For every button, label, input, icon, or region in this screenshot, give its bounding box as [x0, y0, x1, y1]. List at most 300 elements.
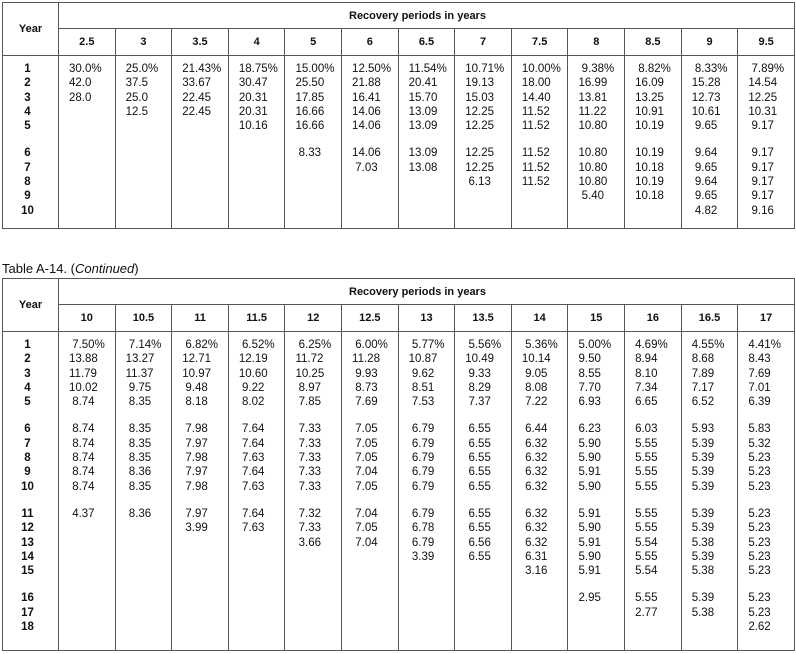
rate-cell: 7.97 [182, 466, 208, 479]
rate-cell: 5.23 [748, 452, 771, 465]
year-label: 10 [21, 204, 34, 217]
year-label: 14 [21, 550, 34, 563]
rate-cell: 5.39 [691, 522, 715, 535]
rate-column [568, 56, 625, 229]
rate-column [568, 332, 625, 651]
rate-cell: 20.41 [408, 77, 438, 90]
rate-cell: 30.47 [238, 77, 268, 90]
rate-cell: 6.55 [465, 550, 491, 563]
year-label: 2 [24, 77, 31, 90]
rate-cell: 8.33% [691, 63, 728, 75]
rate-cell: 16.41 [352, 91, 381, 104]
rate-cell: 7.01 [748, 381, 771, 394]
rate-cell: 9.16 [748, 204, 774, 217]
rate-cell: 8.08 [521, 381, 548, 394]
period-header: 6.5 [398, 29, 455, 56]
rate-cell: 10.19 [635, 176, 664, 189]
rate-cell: 7.34 [635, 381, 658, 394]
rate-cell: 6.55 [465, 480, 491, 493]
rate-cell: 6.56 [465, 536, 491, 549]
rate-cell: 3.99 [182, 522, 208, 535]
rate-cell: 8.68 [691, 353, 715, 366]
rate-cell: 9.33 [465, 367, 491, 380]
rate-cell: 28.0 [69, 91, 92, 104]
rate-cell: 6.55 [465, 423, 491, 436]
rate-cell: 7.98 [182, 480, 208, 493]
rate-cell: 5.23 [748, 466, 771, 479]
year-column [3, 56, 59, 229]
rate-cell: 5.39 [691, 437, 715, 450]
rate-cell: 11.52 [521, 147, 550, 160]
year-label: 18 [21, 621, 34, 634]
period-header: 13 [398, 305, 455, 332]
rate-cell: 20.31 [238, 105, 268, 118]
rate-cell: 10.60 [238, 367, 268, 380]
rate-cell: 7.98 [182, 452, 208, 465]
rate-cell: 7.89 [691, 367, 715, 380]
rate-cell: 5.90 [578, 550, 601, 563]
period-header: 15 [568, 305, 625, 332]
year-label: 10 [21, 480, 34, 493]
rate-cell: 6.39 [748, 396, 771, 409]
rate-cell: 6.55 [465, 452, 491, 465]
rate-cell: 12.50% [352, 63, 392, 75]
rate-cell: 6.79 [408, 452, 435, 465]
rate-cell: 14.06 [352, 105, 381, 118]
rate-cell: 25.0% [125, 63, 159, 75]
period-header: 5 [285, 29, 342, 56]
rate-cell: 11.28 [352, 353, 380, 366]
rate-cell: 5.39 [691, 480, 715, 493]
rate-cell: 7.98 [182, 423, 208, 436]
rate-column [172, 56, 229, 229]
rate-cell: 5.91 [578, 466, 601, 479]
period-header: 11 [172, 305, 229, 332]
rate-column [285, 56, 342, 229]
rate-cell: 10.80 [578, 120, 608, 133]
rate-cell: 22.45 [182, 91, 211, 104]
rate-cell: 8.74 [69, 452, 95, 465]
rate-cell: 8.10 [635, 367, 658, 380]
rate-cell: 5.54 [635, 565, 658, 578]
rate-cell: 5.55 [635, 452, 658, 465]
rate-cell: 4.69% [635, 339, 668, 351]
year-label: 5 [24, 396, 31, 409]
rate-cell: 7.53 [408, 396, 435, 409]
rate-cell: 5.91 [578, 565, 601, 578]
rate-cell: 18.00 [521, 77, 551, 90]
rate-cell: 5.38 [691, 565, 715, 578]
rate-cell: 12.25 [465, 147, 495, 160]
rate-cell: 6.55 [465, 466, 491, 479]
rate-cell: 11.22 [578, 105, 607, 118]
rate-cell: 13.08 [408, 161, 438, 174]
period-header: 16 [625, 305, 682, 332]
period-header: 14 [511, 305, 568, 332]
rate-cell: 5.39 [691, 466, 715, 479]
rate-cell: 10.19 [635, 147, 664, 160]
rate-cell: 11.52 [521, 176, 550, 189]
rate-cell: 6.93 [578, 396, 601, 409]
rate-column [398, 56, 455, 229]
rate-cell: 7.85 [295, 396, 322, 409]
rate-cell: 19.13 [465, 77, 495, 90]
rate-cell: 7.33 [295, 522, 322, 535]
rate-cell: 8.94 [635, 353, 658, 366]
rate-column [342, 332, 399, 651]
rate-cell: 8.02 [238, 396, 265, 409]
rate-cell: 6.32 [521, 507, 548, 520]
year-label: 3 [24, 367, 31, 380]
period-header: 11.5 [228, 305, 285, 332]
rate-cell: 16.09 [635, 77, 664, 90]
rate-cell: 3.66 [295, 536, 322, 549]
rate-column [681, 332, 738, 651]
rate-cell: 12.25 [465, 161, 495, 174]
rate-cell: 10.87 [408, 353, 438, 366]
rate-cell: 13.88 [69, 353, 98, 366]
rate-column [625, 332, 682, 651]
rate-cell: 7.04 [352, 536, 378, 549]
rate-cell: 6.31 [521, 550, 548, 563]
rate-cell: 8.35 [125, 437, 152, 450]
year-label: 9 [24, 190, 31, 203]
rate-cell: 5.77% [408, 339, 445, 351]
rate-cell: 6.55 [465, 437, 491, 450]
year-label: 4 [24, 105, 31, 118]
rate-cell: 4.82 [691, 204, 718, 217]
rate-cell: 22.45 [182, 105, 211, 118]
rate-cell: 9.75 [125, 381, 152, 394]
rate-cell: 5.83 [748, 423, 771, 436]
rate-cell: 5.90 [578, 452, 601, 465]
rate-cell: 6.78 [408, 522, 435, 535]
rate-cell: 5.23 [748, 550, 771, 563]
rate-cell: 6.79 [408, 480, 435, 493]
period-header: 8 [568, 29, 625, 56]
rate-cell: 7.69 [352, 396, 378, 409]
rate-cell: 10.19 [635, 120, 664, 133]
period-header: 6 [342, 29, 399, 56]
rate-cell: 8.74 [69, 423, 95, 436]
rate-cell: 11.52 [521, 120, 550, 133]
rate-cell: 7.22 [521, 396, 548, 409]
rate-column [681, 56, 738, 229]
period-header: 10 [59, 305, 116, 332]
rate-cell: 5.40 [578, 190, 605, 203]
rate-cell: 7.97 [182, 507, 208, 520]
rate-cell: 5.23 [748, 507, 771, 520]
rate-cell: 10.80 [578, 147, 608, 160]
rate-cell: 6.25% [295, 339, 332, 351]
year-label: 5 [24, 120, 31, 133]
rate-column [455, 332, 512, 651]
period-header: 8.5 [625, 29, 682, 56]
rate-cell: 10.14 [521, 353, 551, 366]
rate-cell: 7.03 [352, 161, 378, 174]
year-label: 4 [24, 381, 31, 394]
rate-cell: 9.64 [691, 176, 718, 189]
rate-cell: 10.31 [748, 105, 778, 118]
rate-cell: 7.33 [295, 452, 322, 465]
year-label: 1 [24, 339, 31, 351]
rate-column [115, 332, 172, 651]
rate-cell: 7.05 [352, 423, 378, 436]
period-header: 17 [738, 305, 795, 332]
rate-cell: 7.63 [238, 522, 265, 535]
rate-cell: 5.90 [578, 480, 601, 493]
rate-cell: 10.16 [238, 120, 268, 133]
rate-cell: 8.35 [125, 423, 152, 436]
rate-cell: 12.71 [182, 353, 211, 366]
rate-cell: 4.37 [69, 507, 95, 520]
rate-cell: 7.64 [238, 466, 265, 479]
rate-cell: 12.19 [238, 353, 268, 366]
year-column [3, 332, 59, 651]
rate-cell: 8.36 [125, 466, 152, 479]
rate-column [285, 332, 342, 651]
rate-cell: 10.80 [578, 161, 608, 174]
rate-cell: 5.55 [635, 480, 658, 493]
rate-cell: 6.79 [408, 536, 435, 549]
rate-cell: 6.32 [521, 466, 548, 479]
rate-cell: 5.00% [578, 339, 612, 351]
rate-cell: 6.55 [465, 507, 491, 520]
rate-cell: 10.18 [635, 161, 664, 174]
year-label: 17 [21, 606, 34, 619]
year-label: 15 [21, 565, 34, 578]
rate-cell: 6.65 [635, 396, 658, 409]
rate-cell: 15.03 [465, 91, 495, 104]
rate-cell: 5.39 [691, 550, 715, 563]
year-label: 13 [21, 536, 34, 549]
rate-column [398, 332, 455, 651]
rate-cell: 14.06 [352, 147, 381, 160]
rate-cell: 13.09 [408, 120, 438, 133]
rate-cell: 7.69 [748, 367, 771, 380]
rate-cell: 12.25 [748, 91, 778, 104]
rate-cell: 12.73 [691, 91, 721, 104]
rate-cell: 8.35 [125, 480, 152, 493]
rate-cell: 42.0 [69, 77, 92, 90]
rate-cell: 14.06 [352, 120, 381, 133]
year-label: 8 [24, 452, 31, 465]
rate-cell: 6.82% [182, 339, 219, 351]
rate-cell: 7.33 [295, 423, 322, 436]
year-label: 2 [24, 353, 31, 366]
rate-cell: 7.04 [352, 466, 378, 479]
rate-cell: 4.55% [691, 339, 725, 351]
rate-cell: 30.0% [69, 63, 102, 75]
rate-cell: 11.52 [521, 105, 550, 118]
rate-column [59, 332, 116, 651]
rate-cell: 10.71% [465, 63, 505, 75]
rate-cell: 6.55 [465, 522, 491, 535]
rate-cell: 5.55 [635, 466, 658, 479]
rate-cell: 14.40 [521, 91, 551, 104]
period-header: 16.5 [681, 305, 738, 332]
period-header: 10.5 [115, 305, 172, 332]
year-label: 12 [21, 522, 34, 535]
rate-cell: 5.39 [691, 452, 715, 465]
rate-column [342, 56, 399, 229]
period-header: 13.5 [455, 305, 512, 332]
rate-cell: 8.73 [352, 381, 378, 394]
rate-column [228, 332, 285, 651]
recovery-periods-header: Recovery periods in years [59, 3, 795, 29]
rate-cell: 9.17 [748, 120, 774, 133]
rate-cell: 11.52 [521, 161, 550, 174]
rate-cell: 7.64 [238, 437, 265, 450]
rate-cell: 10.97 [182, 367, 211, 380]
rate-column [115, 56, 172, 229]
rate-cell: 7.04 [352, 507, 378, 520]
rate-cell: 6.79 [408, 466, 435, 479]
rate-cell: 9.17 [748, 147, 774, 160]
rate-cell: 5.39 [691, 507, 715, 520]
year-label: 7 [24, 437, 31, 450]
rate-cell: 6.79 [408, 507, 435, 520]
rate-cell: 6.32 [521, 437, 548, 450]
rate-cell: 10.49 [465, 353, 495, 366]
rate-cell: 5.93 [691, 423, 715, 436]
period-header: 12 [285, 305, 342, 332]
rate-cell: 2.95 [578, 592, 601, 605]
rate-cell: 33.67 [182, 77, 211, 90]
rate-cell: 15.00% [295, 63, 335, 75]
rate-cell: 8.36 [125, 507, 152, 520]
rate-cell: 8.82% [635, 63, 671, 75]
rate-cell: 11.37 [125, 367, 154, 380]
rate-cell: 6.32 [521, 480, 548, 493]
depreciation-table-1 [2, 2, 795, 229]
rate-cell: 5.36% [521, 339, 558, 351]
rate-cell: 9.65 [691, 161, 718, 174]
rate-column [228, 56, 285, 229]
year-label: 6 [24, 147, 31, 160]
rate-cell: 6.03 [635, 423, 658, 436]
rate-cell: 25.50 [295, 77, 325, 90]
rate-cell: 4.41% [748, 339, 781, 351]
rate-cell: 5.23 [748, 480, 771, 493]
rate-cell: 10.91 [635, 105, 664, 118]
period-header: 9 [681, 29, 738, 56]
year-label: 6 [24, 423, 31, 436]
rate-cell: 6.52 [691, 396, 715, 409]
rate-cell: 8.35 [125, 452, 152, 465]
rate-cell: 7.97 [182, 437, 208, 450]
rate-cell: 7.33 [295, 437, 322, 450]
rate-cell: 10.00% [521, 63, 561, 75]
period-header: 4 [228, 29, 285, 56]
rate-cell: 13.81 [578, 91, 608, 104]
rate-cell: 9.17 [748, 190, 774, 203]
rate-cell: 7.33 [295, 466, 322, 479]
rate-cell: 6.32 [521, 452, 548, 465]
rate-cell: 8.35 [125, 396, 152, 409]
rate-cell: 21.88 [352, 77, 381, 90]
rate-cell: 8.74 [69, 480, 95, 493]
depreciation-table-2 [2, 278, 795, 651]
year-label: 3 [24, 91, 31, 104]
rate-cell: 5.90 [578, 437, 601, 450]
rate-cell: 9.93 [352, 367, 378, 380]
rate-cell: 7.64 [238, 507, 265, 520]
rate-cell: 5.91 [578, 507, 601, 520]
rate-cell: 6.23 [578, 423, 601, 436]
year-label: 9 [24, 466, 31, 479]
rate-cell: 9.50 [578, 353, 601, 366]
rate-column [625, 56, 682, 229]
rate-cell: 7.05 [352, 452, 378, 465]
rate-cell: 6.13 [465, 176, 491, 189]
rate-cell: 7.05 [352, 480, 378, 493]
rate-cell: 5.23 [748, 606, 771, 619]
rate-column [511, 332, 568, 651]
rate-column [59, 56, 116, 229]
rate-cell: 10.25 [295, 367, 325, 380]
rate-cell: 13.27 [125, 353, 155, 366]
rate-cell: 3.16 [521, 565, 548, 578]
rate-cell: 9.65 [691, 120, 718, 133]
year-label: 8 [24, 176, 31, 189]
rate-cell: 8.74 [69, 466, 95, 479]
rate-cell: 16.66 [295, 120, 325, 133]
rate-cell: 7.63 [238, 480, 265, 493]
rate-cell: 5.38 [691, 606, 715, 619]
period-header: 7.5 [511, 29, 568, 56]
rate-cell: 14.54 [748, 77, 778, 90]
rate-cell: 7.05 [352, 437, 378, 450]
rate-cell: 8.74 [69, 396, 95, 409]
rate-cell: 8.97 [295, 381, 322, 394]
rate-cell: 5.23 [748, 536, 771, 549]
year-label: 7 [24, 161, 31, 174]
rate-cell: 5.23 [748, 592, 771, 605]
rate-column [455, 56, 512, 229]
rate-cell: 7.14% [125, 339, 162, 351]
rate-cell: 5.55 [635, 550, 658, 563]
rate-cell: 7.05 [352, 522, 378, 535]
rate-cell: 7.64 [238, 423, 265, 436]
rate-cell: 8.29 [465, 381, 491, 394]
rate-cell: 8.51 [408, 381, 435, 394]
rate-cell: 17.85 [295, 91, 325, 104]
rate-cell: 7.50% [69, 339, 105, 351]
rate-column [511, 56, 568, 229]
rate-cell: 5.55 [635, 437, 658, 450]
rate-cell: 21.43% [182, 63, 222, 75]
year-header: Year [3, 3, 59, 56]
rate-cell: 5.23 [748, 522, 771, 535]
period-header: 9.5 [738, 29, 795, 56]
rate-cell: 8.43 [748, 353, 771, 366]
rate-cell: 5.55 [635, 507, 658, 520]
rate-cell: 25.0 [125, 91, 148, 104]
rate-cell: 5.54 [635, 536, 658, 549]
rate-cell: 12.25 [465, 120, 495, 133]
rate-cell: 6.44 [521, 423, 548, 436]
rate-cell: 5.90 [578, 522, 601, 535]
rate-cell: 11.72 [295, 353, 324, 366]
table-caption: Table A-14. (Continued) [2, 261, 139, 276]
year-label: 1 [24, 63, 31, 75]
rate-cell: 7.37 [465, 396, 491, 409]
rate-cell: 8.55 [578, 367, 601, 380]
rate-cell: 5.91 [578, 536, 601, 549]
rate-cell: 13.09 [408, 105, 438, 118]
rate-cell: 10.61 [691, 105, 721, 118]
